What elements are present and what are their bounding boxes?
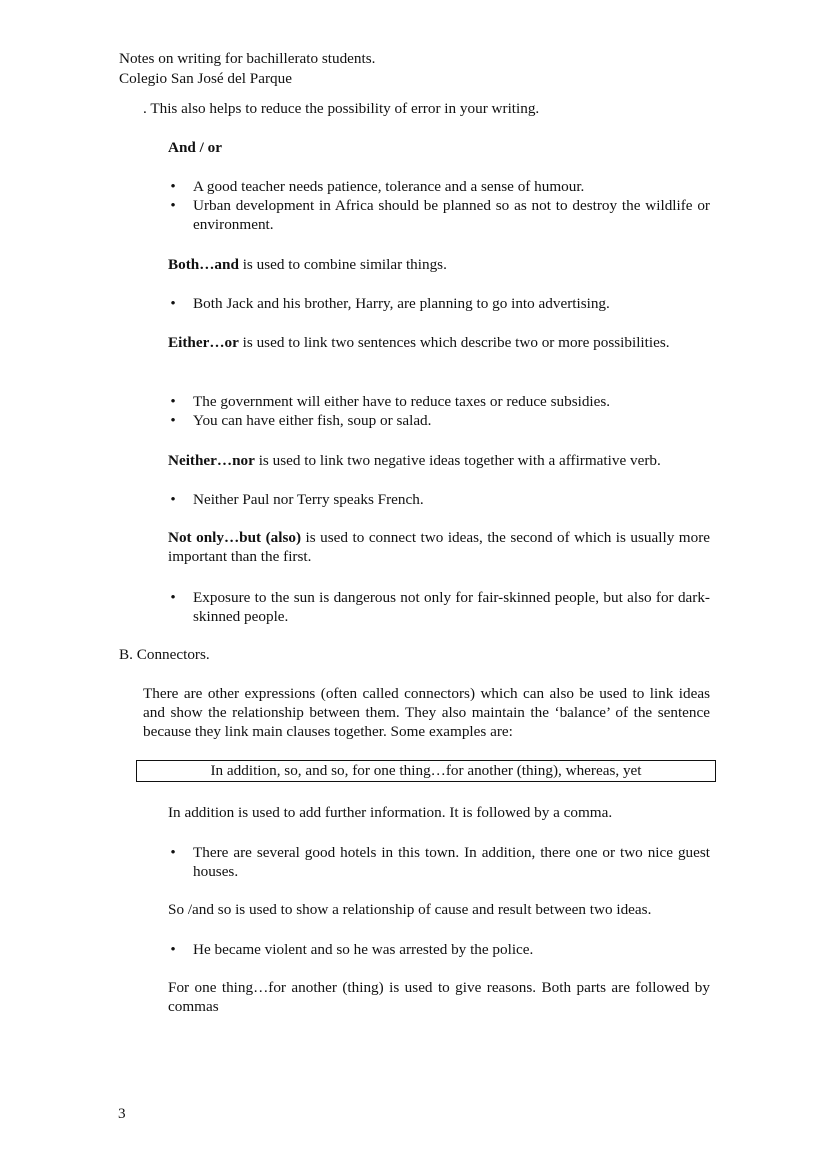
in-addition-list: [168, 843, 710, 881]
page-number: 3: [118, 1105, 126, 1122]
list-item: • There are several good hotels in this town. In addition, there one or two nice guest houses.: [168, 843, 710, 881]
so-and-so-list: [168, 940, 710, 959]
bullet-icon: •: [170, 197, 176, 214]
for-one-thing-paragraph: For one thing…for another (thing) is used to give reasons. Both parts are followed by commas: [168, 979, 710, 1015]
so-and-so-paragraph: So /and so is used to show a relationship of cause and result between two ideas.: [168, 901, 652, 918]
list-item: • Urban development in Africa should be planned so as not to destroy the wildlife or environment.: [168, 196, 710, 234]
bullet-icon: •: [170, 178, 176, 195]
neither-nor-list: [168, 490, 710, 509]
either-or-paragraph: Either…or is used to link two sentences which describe two or more possibilities.: [168, 334, 670, 351]
list-item: • A good teacher needs patience, tolerance and a sense of humour.: [168, 177, 710, 196]
both-and-paragraph: Both…and is used to combine similar things.: [168, 256, 447, 273]
list-item: • You can have either fish, soup or salad.: [168, 411, 710, 430]
section-b-heading: B. Connectors.: [119, 646, 210, 663]
bullet-icon: •: [170, 393, 176, 410]
bullet-icon: •: [170, 491, 176, 508]
list-item: • Both Jack and his brother, Harry, are planning to go into advertising.: [168, 294, 710, 313]
list-item: • Exposure to the sun is dangerous not only for fair-skinned people, but also for dark-skinned people.: [168, 588, 710, 626]
list-item: • The government will either have to reduce taxes or reduce subsidies.: [168, 392, 710, 411]
bullet-icon: •: [170, 412, 176, 429]
header-title: Notes on writing for bachillerato students.: [119, 50, 376, 67]
not-only-list: [168, 588, 710, 626]
bullet-icon: •: [170, 589, 176, 606]
connectors-box: In addition, so, and so, for one thing…for another (thing), whereas, yet: [136, 760, 716, 782]
list-item: • He became violent and so he was arrested by the police.: [168, 940, 710, 959]
intro-text: . This also helps to reduce the possibility of error in your writing.: [143, 100, 540, 117]
not-only-paragraph: Not only…but (also) is used to connect two ideas, the second of which is usually more important than the first.: [168, 529, 710, 565]
bullet-icon: •: [170, 295, 176, 312]
section-b-intro: There are other expressions (often called connectors) which can also be used to link ideas and show the relationship between them. They also maintain the ‘balance’ of the sentence because they link main clauses together. Some examples are:: [143, 685, 710, 740]
in-addition-paragraph: In addition is used to add further information. It is followed by a comma.: [168, 804, 613, 821]
and-or-heading: And / or: [168, 139, 223, 156]
neither-nor-paragraph: Neither…nor is used to link two negative ideas together with a affirmative verb.: [168, 452, 661, 469]
header-school: Colegio San José del Parque: [119, 70, 292, 87]
bullet-icon: •: [170, 844, 176, 861]
list-item: • Neither Paul nor Terry speaks French.: [168, 490, 710, 509]
both-and-list: [168, 294, 710, 313]
and-or-list: [168, 177, 710, 234]
bullet-icon: •: [170, 941, 176, 958]
either-or-list: [168, 392, 710, 430]
